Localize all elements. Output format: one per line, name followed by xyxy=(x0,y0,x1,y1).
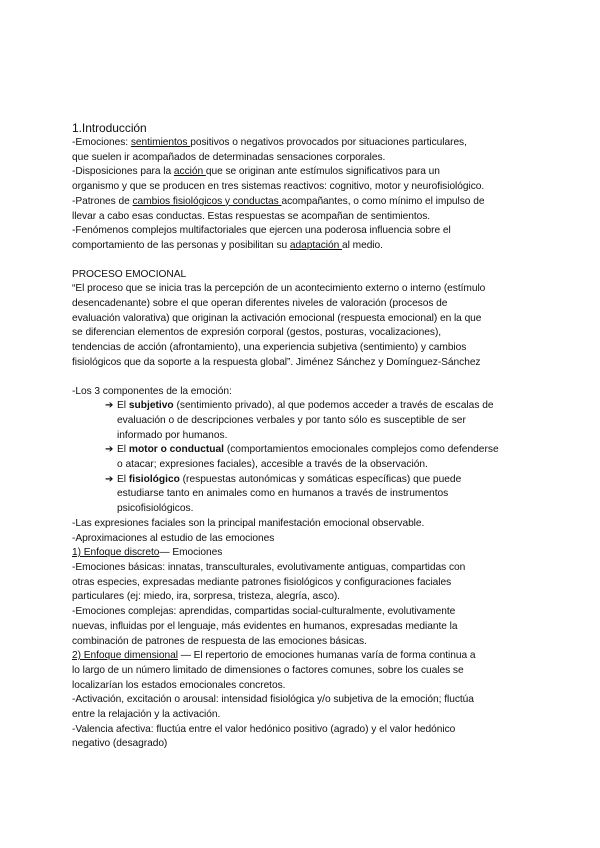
text-line: -Valencia afectiva: fluctúa entre el valor hedónico positivo (agrado) y el valor hedónico xyxy=(72,723,456,735)
text-line xyxy=(72,165,534,180)
text-span: (comportamientos emocionales complejos como defenderse xyxy=(223,444,499,456)
text-span: positivos o negativos provocados por situaciones particulares, xyxy=(190,137,467,148)
text-line: otras especies, expresadas mediante patrones fisiológicos y configuraciones faciales xyxy=(72,576,452,588)
text-line: evaluación o de descripciones verbales y por tanto sólo es susceptible de ser xyxy=(117,414,466,426)
text-span: El xyxy=(117,444,129,456)
text-line: -Los 3 componentes de la emoción: xyxy=(72,385,232,397)
document-page xyxy=(72,120,534,752)
text-span: comportamiento de las personas y posibilitan su xyxy=(72,239,290,251)
text-line xyxy=(72,195,534,210)
underlined-term: cambios fisiológicos y conductas xyxy=(132,195,282,207)
list-item xyxy=(105,443,534,472)
bold-term: fisiológico xyxy=(128,473,180,485)
list-item xyxy=(105,399,534,443)
text-line xyxy=(72,136,534,151)
spacer xyxy=(72,254,534,268)
text-line: psicofisiológicos. xyxy=(117,503,194,515)
text-line: particulares (ej: miedo, ira, sorpresa, tristeza, alegría, asco). xyxy=(72,591,340,603)
text-line: -Las expresiones faciales son la principal manifestación emocional observable. xyxy=(72,517,425,529)
quote-line: “El proceso que se inicia tras la percepción de un acontecimiento externo o interno (estímulo xyxy=(72,283,486,295)
text-line: combinación de patrones de respuesta de las emociones básicas. xyxy=(72,635,367,647)
text-span: El xyxy=(117,473,129,485)
text-line: localizarían los estados emocionales concretos. xyxy=(72,679,286,691)
arrow-bullet-icon: ➔ xyxy=(105,473,114,485)
components-list xyxy=(72,399,534,517)
underlined-term: sentimientos xyxy=(130,137,191,148)
text-line: informado por humanos. xyxy=(117,429,228,441)
underlined-term: adaptación xyxy=(289,239,343,251)
text-line: negativo (desagrado) xyxy=(72,738,168,750)
section-heading-introduccion: 1.Introducción xyxy=(72,121,147,135)
text-line xyxy=(72,546,534,561)
arrow-bullet-icon: ➔ xyxy=(105,444,114,456)
quote-line: se diferencian elementos de expresión corporal (gestos, posturas, vocalizaciones), xyxy=(72,327,442,339)
quote-line: fisiológicos que da soporte a la respuesta global”. Jiménez Sánchez y Domínguez-Sánchez xyxy=(72,356,481,368)
text-span: — Emociones xyxy=(159,547,223,559)
spacer xyxy=(72,371,534,385)
text-line xyxy=(72,649,534,664)
text-line: -Emociones complejas: aprendidas, compartidas social-culturalmente, evolutivamente xyxy=(72,606,456,618)
text-line xyxy=(117,443,534,458)
subheading-enfoque-dimensional: 2) Enfoque dimensional xyxy=(72,650,178,662)
text-line xyxy=(117,399,534,414)
text-line: -Fenómenos complejos multifactoriales que ejercen una poderosa influencia sobre el xyxy=(72,225,451,237)
arrow-bullet-icon: ➔ xyxy=(105,400,114,412)
text-line: nuevas, influidas por el lenguaje, más evidentes en humanos, expresadas mediante la xyxy=(72,620,458,632)
text-line: o atacar; expresiones faciales), accesible a través de la observación. xyxy=(117,459,428,471)
text-span: que se originan ante estímulos significativos para un xyxy=(205,166,440,178)
bold-term: subjetivo xyxy=(128,400,174,412)
quote-line: evaluación valorativa) que originan la activación emocional (respuesta emocional) en la que xyxy=(72,312,482,324)
section-heading-proceso: PROCESO EMOCIONAL xyxy=(72,268,187,280)
subheading-enfoque-discreto: 1) Enfoque discreto xyxy=(72,547,160,559)
text-line: entre la relajación y la activación. xyxy=(72,709,221,721)
quote-line: tendencias de acción (afrontamiento), una experiencia subjetiva (sentimiento) y cambios xyxy=(72,342,467,354)
text-span: (respuestas autonómicas y somáticas específicas) que puede xyxy=(179,473,462,485)
text-line: llevar a cabo esas conductas. Estas respuestas se acompañan de sentimientos. xyxy=(72,210,431,222)
text-span: al medio. xyxy=(342,239,383,251)
text-line xyxy=(72,239,534,254)
text-line: lo largo de un número limitado de dimensiones o factores comunes, sobre los cuales se xyxy=(72,664,464,676)
text-span: — El repertorio de emociones humanas varía de forma continua a xyxy=(177,650,476,662)
text-line: estudiarse tanto en animales como en humanos a través de instrumentos xyxy=(117,488,449,500)
text-span: -Emociones: xyxy=(72,137,131,148)
text-span: acompañantes, o como mínimo el impulso de xyxy=(281,195,485,207)
text-line: que suelen ir acompañados de determinadas sensaciones corporales. xyxy=(72,151,386,163)
list-item xyxy=(105,473,534,517)
text-line: -Emociones básicas: innatas, transculturales, evolutivamente antiguas, compartidas con xyxy=(72,561,466,573)
text-line: -Activación, excitación o arousal: intensidad fisiológica y/o subjetiva de la emoción; fluctúa xyxy=(72,694,474,706)
quote-line: desencadenante) sobre el que operan diferentes niveles de valoración (procesos de xyxy=(72,298,448,310)
text-span: -Patrones de xyxy=(72,195,133,207)
text-line: -Aproximaciones al estudio de las emociones xyxy=(72,532,275,544)
text-line xyxy=(117,473,534,488)
text-span: -Disposiciones para la xyxy=(72,166,174,178)
text-line: organismo y que se producen en tres sistemas reactivos: cognitivo, motor y neurofisiológico. xyxy=(72,181,485,193)
text-span: (sentimiento privado), al que podemos acceder a través de escalas de xyxy=(173,400,494,412)
underlined-term: acción xyxy=(173,166,206,178)
text-span: El xyxy=(117,400,129,412)
bold-term: motor o conductual xyxy=(128,444,224,456)
